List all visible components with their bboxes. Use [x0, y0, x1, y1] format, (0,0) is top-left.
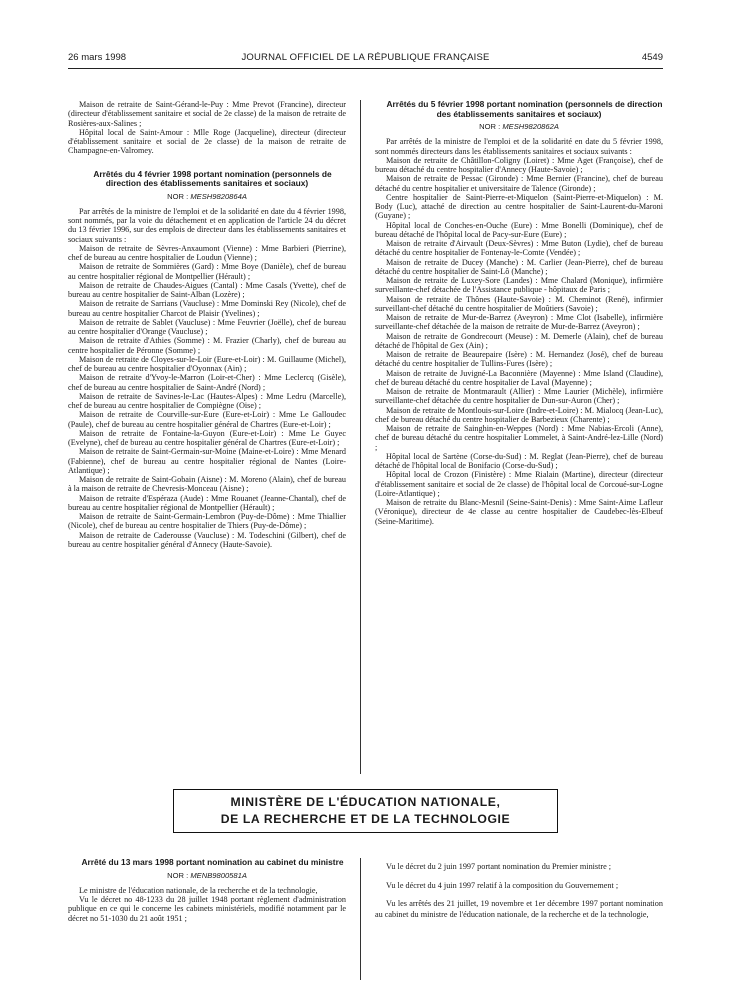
article-paragraph: Maison de retraite de Gondrecourt (Meuse) : M. Demerle (Alain), chef de bureau détaché de l'hôpital de Gex (Ain) ;: [375, 331, 663, 350]
article-paragraph: Maison de retraite de Saint-Germain-sur-Moine (Maine-et-Loire) : Mme Menard (Fabienne), chef de bureau au centre hospitalier régional de Nantes (Loire-Atlantique) ;: [68, 447, 346, 475]
article-paragraph: Maison de retraite de Saint-Germain-Lembron (Puy-de-Dôme) : Mme Thiallier (Nicole), chef de bureau au centre hospitalier de Thiers (Puy-de-Dôme) ;: [68, 512, 346, 531]
bottom-left-column: [68, 858, 346, 923]
article-paragraph: Maison de retraite de Chaudes-Aigues (Cantal) : Mme Casals (Yvette), chef de bureau au centre hospitalier de Saint-Alban (Lozère) ;: [68, 280, 346, 300]
article-paragraph: Maison de retraite de Mur-de-Barrez (Aveyron) : Mme Clot (Isabelle), infirmière surveillante-chef détachée de la maison de retraite de Mur-de-Barrez (Aveyron) ;: [375, 313, 663, 332]
article-paragraph: Vu le décret no 48-1233 du 28 juillet 1948 portant règlement d'administration publique en ce qui le concerne les cabinets ministériels, modifié notamment par le décret no 51-1030 du 21 août 1951 ;: [68, 895, 346, 923]
article-paragraph: Maison de retraite de Sablet (Vaucluse) : Mme Feuvrier (Joëlle), chef de bureau au centre hospitalier d'Orange (Vaucluse) ;: [68, 317, 346, 337]
nor-code: MESH9820864A: [190, 191, 247, 201]
article-paragraph: Maison de retraite de Caderousse (Vaucluse) : M. Todeschini (Gilbert), chef de bureau au centre hospitalier général d'Annecy (Haute-Savoie).: [68, 530, 346, 549]
article-title: Arrêtés du 4 février 1998 portant nomination (personnels de direction des établissements sanitaires et sociaux): [93, 168, 332, 189]
article-paragraph: Vu les arrêtés des 21 juillet, 19 novembre et 1er décembre 1997 portant nomination au cabinet du ministre de l'éducation nationale, de la recherche et de la technologie,: [375, 899, 663, 919]
article-paragraph: Maison de retraite de Montmarault (Allier) : Mme Laurier (Michèle), infirmière surveillante-chef détachée du centre hospitalier de Dun-sur-Auron (Cher) ;: [375, 387, 663, 406]
ministry-heading-box: [173, 789, 558, 833]
nor-code: MENB9800581A: [190, 870, 247, 880]
article-paragraph: Par arrêtés de la ministre de l'emploi et de la solidarité en date du 5 février 1998, sont nommés directeurs dans les établissements sanitaires et sociaux suivants :: [375, 137, 663, 156]
article-paragraph: Centre hospitalier de Saint-Pierre-et-Miquelon (Saint-Pierre-et-Miquelon) : M. Body (Luc), attaché de direction au centre hospitalier de Saint-Laurent-du-Maroni (Guyane) ;: [375, 192, 663, 221]
article-paragraph: Maison de retraite de Juvigné-La Baconnière (Mayenne) : Mme Island (Claudine), chef de bureau détaché du centre hospitalier de Laval (Mayenne) ;: [375, 368, 663, 387]
article-paragraph: Maison de retraite d'Espéraza (Aude) : Mme Rouanet (Jeanne-Chantal), chef de bureau au centre hospitalier régional de Montpellier (Hérault) ;: [68, 493, 346, 512]
article-paragraph: Maison de retraite de Beaurepaire (Isère) : M. Hernandez (José), chef de bureau détaché du centre hospitalier de Tullins-Fures (Isère) ;: [375, 350, 663, 369]
article-paragraph: Maison de retraite de Luxey-Sore (Landes) : Mme Chalard (Monique), infirmière surveillante-chef détachée de l'Assistance publique - hôpitaux de Paris ;: [375, 276, 663, 295]
article-paragraph: Maison de retraite d'Yvoy-le-Marron (Loir-et-Cher) : Mme Leclercq (Gisèle), chef de bureau au centre hospitalier de Saint-André (Nord) ;: [68, 373, 346, 392]
article-paragraph: Maison de retraite de Sèvres-Anxaumont (Vienne) : Mme Barbieri (Pierrine), chef de bureau au centre hospitalier de Loudun (Vienne) ;: [68, 243, 346, 263]
article-paragraph: Hôpital local de Crozon (Finistère) : Mme Rialain (Martine), directeur (directeur d'établissement sanitaire et social de 2e classe) de l'hôpital local de Corcoué-sur-Logne (Loire-Atlantique) ;: [375, 470, 663, 498]
right-column: [375, 100, 663, 526]
article-paragraph: Maison de retraite de Pessac (Gironde) : Mme Bernier (Francine), chef de bureau détaché du centre hospitalier et universitaire de Talence (Gironde) ;: [375, 174, 663, 193]
article-title: Arrêtés du 5 février 1998 portant nomination (personnels de direction des établissements sanitaires et sociaux): [386, 99, 663, 119]
article-paragraph: Maison de retraite de Ducey (Manche) : M. Carlier (Jean-Pierre), chef de bureau détaché du centre hospitalier de Saint-Lô (Manche) ;: [375, 257, 663, 276]
article-paragraph: Maison de retraite d'Athies (Somme) : M. Frazier (Charly), chef de bureau au centre hospitalier de Péronne (Somme) ;: [68, 336, 346, 355]
article-paragraph: Maison de retraite de Sommières (Gard) : Mme Boye (Danièle), chef de bureau au centre hospitalier régional de Montpellier (Hérault) ;: [68, 262, 346, 281]
nor-label: NOR :: [167, 191, 189, 201]
article-paragraph: Maison de retraite de Fontaine-la-Guyon (Eure-et-Loir) : Mme Le Guyec (Evelyne), chef de bureau au centre hospitalier général de Chartres (Eure-et-Loir) ;: [68, 428, 346, 448]
article-paragraph: Le ministre de l'éducation nationale, de la recherche et de la technologie,: [79, 885, 318, 895]
article-paragraph: Maison de retraite du Blanc-Mesnil (Seine-Saint-Denis) : Mme Saint-Aime Lafleur (Véronique), directeur de 4e classe au centre hospitalier de Caudebec-lès-Elbeuf (Seine-Maritime).: [375, 498, 663, 526]
bottom-column-divider: [360, 858, 361, 980]
article-paragraph: Vu le décret du 2 juin 1997 portant nomination du Premier ministre ;: [386, 862, 612, 871]
intro-paragraph: Hôpital local de Saint-Amour : Mlle Roge (Jacqueline), directeur (directeur d'établissement sanitaire et social de 2e classe) de la maison de retraite de Champagne-en-Valromey.: [68, 127, 346, 156]
page-number: 4549: [641, 52, 663, 63]
left-column: [68, 100, 346, 549]
article-paragraph: Hôpital local de Conches-en-Ouche (Eure) : Mme Bonelli (Dominique), chef de bureau détaché de l'hôpital local de Pacy-sur-Eure (Eure) ;: [375, 220, 663, 239]
article-paragraph: Maison de retraite de Montlouis-sur-Loire (Indre-et-Loire) : M. Mialocq (Jean-Luc), chef de bureau détaché du centre hospitalier de Barbezieux (Charente) ;: [375, 405, 663, 424]
nor-reference: [68, 871, 346, 880]
article-paragraph: Maison de retraite de Thônes (Haute-Savoie) : M. Cheminot (René), infirmier surveillant-chef détaché du centre hospitalier de Moûtiers (Savoie) ;: [375, 294, 663, 313]
article-paragraph: Hôpital local de Sartène (Corse-du-Sud) : M. Reglat (Jean-Pierre), chef de bureau détaché de l'hôpital local de Bonifacio (Corse-du-Sud) ;: [375, 451, 663, 471]
nor-reference: [375, 122, 663, 131]
nor-code: MESH9820862A: [502, 122, 559, 132]
article-paragraph: Maison de retraite de Sarrians (Vaucluse) : Mme Dominski Rey (Nicole), chef de bureau au centre hospitalier Charcot de Plaisir (Yvelines) ;: [68, 299, 346, 318]
article-paragraph: Maison de retraite de Châtillon-Coligny (Loiret) : Mme Aget (Françoise), chef de bureau détaché du centre hospitalier d'Annecy (Haute-Savoie) ;: [375, 155, 663, 175]
article-paragraph: Maison de retraite de Saint-Gobain (Aisne) : M. Moreno (Alain), chef de bureau à la maison de retraite de Chevresis-Monceau (Aisne) ;: [68, 475, 346, 494]
article-title: Arrêté du 13 mars 1998 portant nomination au cabinet du ministre: [81, 857, 344, 867]
article-paragraph: Vu le décret du 4 juin 1997 relatif à la composition du Gouvernement ;: [386, 880, 619, 890]
intro-paragraph: Maison de retraite de Saint-Gérand-le-Puy : Mme Prevot (Francine), directeur (directeur d'établissement sanitaire et social de 2e classe) de la maison de retraite de Rosières-aux-Salines ;: [68, 100, 346, 128]
ministry-line-1: MINISTÈRE DE L'ÉDUCATION NATIONALE,: [230, 795, 501, 809]
journal-title: JOURNAL OFFICIEL DE LA RÉPUBLIQUE FRANÇAISE: [241, 52, 490, 63]
column-divider: [360, 100, 361, 774]
nor-reference: [68, 192, 346, 201]
article-paragraph: Maison de retraite d'Airvault (Deux-Sèvres) : Mme Buton (Lydie), chef de bureau détaché du centre hospitalier de Fontenay-le-Comte (Vendée) ;: [375, 239, 663, 258]
ministry-line-2: DE LA RECHERCHE ET DE LA TECHNOLOGIE: [220, 812, 511, 826]
article-paragraph: Maison de retraite de Savines-le-Lac (Hautes-Alpes) : Mme Ledru (Marcelle), chef de bureau au centre hospitalier de Compiègne (Oise) ;: [68, 391, 346, 411]
header-date: 26 mars 1998: [68, 52, 127, 63]
bottom-right-column: [375, 862, 663, 928]
page-header: [68, 52, 663, 66]
article-paragraph: Maison de retraite de Sainghin-en-Weppes (Nord) : Mme Nabias-Ercoli (Anne), chef de bureau détaché du centre hospitalier Lommelet, à Saint-André-lez-Lille (Nord) ;: [375, 424, 663, 452]
nor-label: NOR :: [479, 122, 501, 132]
article-paragraph: Maison de retraite de Cloyes-sur-le-Loir (Eure-et-Loir) : M. Guillaume (Michel), chef de bureau au centre hospitalier d'Oyonnax (Ain) ;: [68, 354, 346, 374]
header-rule: [68, 68, 663, 69]
article-paragraph: Maison de retraite de Courville-sur-Eure (Eure-et-Loir) : Mme Le Galloudec (Paule), chef de bureau au centre hospitalier général de Chartres (Eure-et-Loir) ;: [68, 410, 346, 429]
article-paragraph: Par arrêtés de la ministre de l'emploi et de la solidarité en date du 4 février 1998, sont nommés, par la voie du détachement et en application de l'article 24 du décret du 13 février 1996, sur des emplois de directeur dans les établissements sanitaires et sociaux suivants :: [68, 206, 346, 244]
nor-label: NOR :: [167, 870, 189, 880]
